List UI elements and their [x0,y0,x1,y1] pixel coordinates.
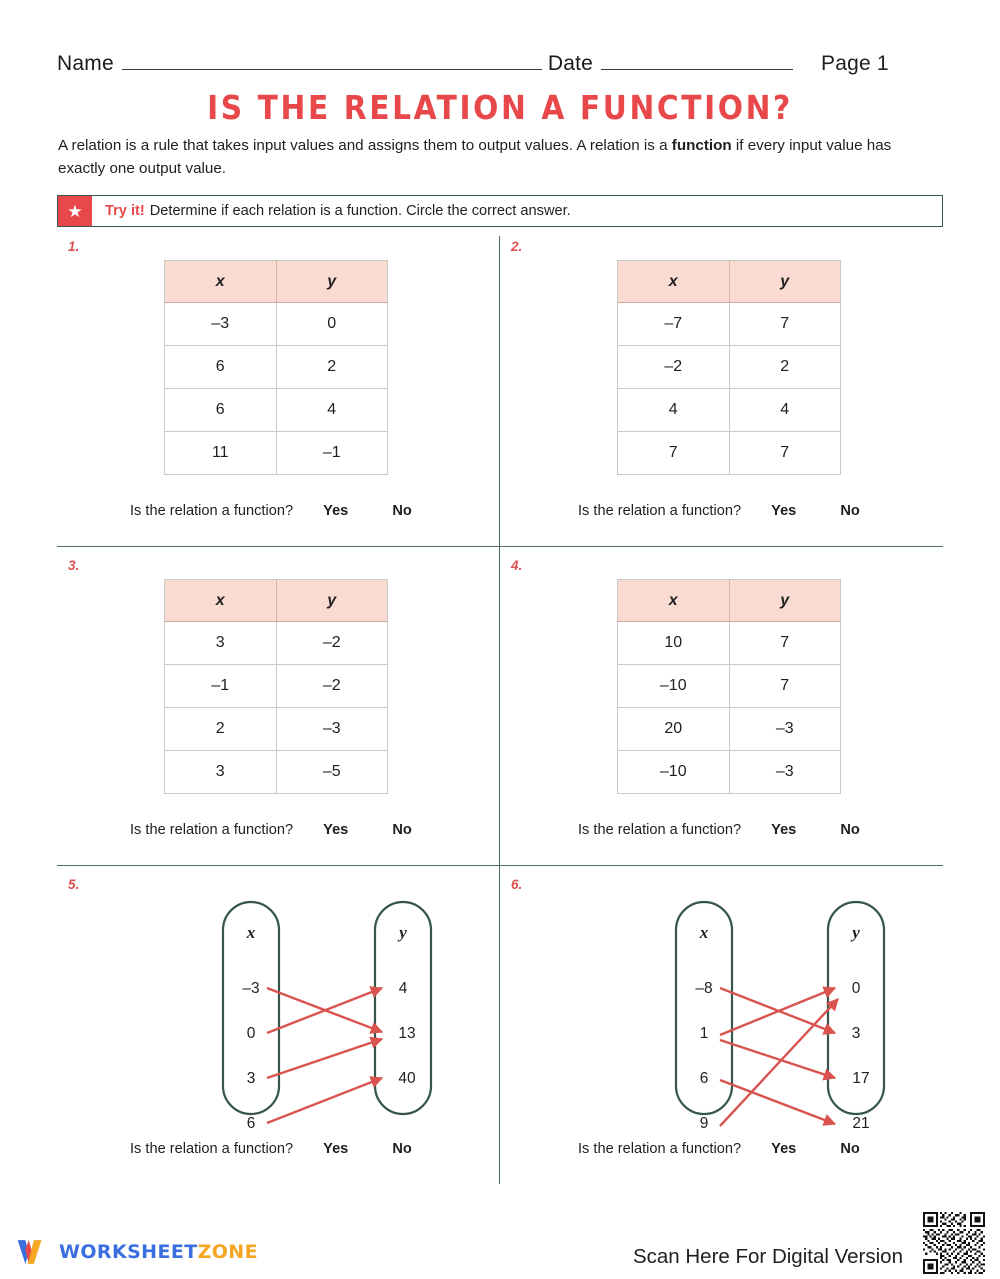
problem-3 [57,555,499,865]
answer-row [130,503,412,519]
cell-y: 7 [729,665,840,708]
cell-x: –1 [165,665,277,708]
row-divider-1 [57,546,943,547]
mapping-diagram-5 [167,898,457,1132]
problem-4 [500,555,943,865]
answer-no-option[interactable]: No [392,822,412,838]
table-row [165,665,388,708]
name-write-line[interactable] [122,54,542,70]
table-row [618,303,841,346]
cell-x: 6 [165,346,277,389]
intro-bold-term: function [671,137,732,154]
cell-y: 7 [729,622,840,665]
answer-no-option[interactable]: No [392,1141,412,1157]
answer-prompt: Is the relation a function? [130,822,294,838]
mapping-arrow [720,1080,835,1124]
column-header-y: y [276,580,388,622]
output-value: 0 [851,980,861,997]
cell-x: 2 [165,708,277,751]
answer-prompt: Is the relation a function? [578,503,742,519]
date-label: Date [547,52,593,75]
logo-wordmark [59,1241,258,1263]
answer-yes-option[interactable]: Yes [771,1141,797,1157]
table-row [165,346,388,389]
page-title: IS THE RELATION A FUNCTION? [207,88,793,127]
answer-prompt: Is the relation a function? [578,822,742,838]
tryit-instruction-bar [57,195,943,227]
answer-no-option[interactable]: No [840,822,860,838]
input-value: 0 [246,1025,256,1042]
page-number: Page 1 [821,52,889,75]
tryit-text [92,196,942,226]
input-value: 3 [246,1070,256,1087]
relation-table-4 [617,579,841,794]
relation-table-3 [164,579,388,794]
cell-y: 0 [276,303,387,346]
cell-x: 3 [165,751,277,794]
star-icon: ★ [58,196,92,226]
intro-paragraph [58,134,942,180]
cell-x: –7 [618,303,730,346]
output-value: 17 [852,1070,870,1087]
relation-table-2 [617,260,841,475]
cell-x: –10 [618,665,730,708]
column-header-x: x [618,261,730,303]
table-row [618,432,841,475]
cell-y: –3 [729,751,840,794]
output-value: 3 [851,1025,861,1042]
column-header-x: x [618,580,730,622]
cell-y: 2 [729,346,841,389]
row-divider-2 [57,865,943,866]
answer-no-option[interactable]: No [840,1141,860,1157]
table-row [618,389,841,432]
table-row [165,303,388,346]
input-value: 6 [246,1115,256,1132]
column-header-y: y [729,261,841,303]
cell-x: 11 [165,432,277,475]
cell-x: 3 [165,622,277,665]
question-number: 2. [511,239,523,254]
question-number: 6. [511,877,523,892]
cell-y: 7 [729,432,841,475]
table-row [165,432,388,475]
cell-x: 4 [618,389,730,432]
problem-1 [57,236,499,546]
cell-y: –5 [276,751,388,794]
cell-x: 6 [165,389,277,432]
mapping-arrow [267,1039,382,1078]
mapping-diagram-6 [620,898,910,1132]
date-write-line[interactable] [601,54,793,70]
table-row [165,751,388,794]
answer-prompt: Is the relation a function? [578,1141,742,1157]
table-row [618,346,841,389]
answer-prompt: Is the relation a function? [130,1141,294,1157]
answer-yes-option[interactable]: Yes [323,822,349,838]
problem-6 [500,874,943,1184]
table-row [618,708,841,751]
problem-5 [57,874,499,1184]
scan-instruction: Scan Here For Digital Version [632,1245,903,1268]
table-row [165,389,388,432]
cell-y: 7 [729,303,841,346]
cell-x: 20 [618,708,730,751]
table-row [618,665,841,708]
input-value: –3 [242,980,260,997]
table-row [618,751,841,794]
tryit-label: Try it! [105,203,145,219]
cell-y: –3 [276,708,388,751]
answer-yes-option[interactable]: Yes [771,503,797,519]
question-number: 3. [68,558,80,573]
column-header-y: y [729,580,840,622]
logo-w-icon [16,1237,50,1267]
answer-row [130,822,412,838]
cell-x: 10 [618,622,730,665]
output-set-label: y [852,923,860,942]
cell-y: –3 [729,708,840,751]
table-row [165,708,388,751]
cell-x: –2 [618,346,730,389]
cell-y: –2 [276,622,388,665]
cell-x: –3 [165,303,277,346]
question-number: 4. [511,558,523,573]
input-value: 6 [699,1070,709,1087]
cell-y: 2 [276,346,387,389]
input-set-label: x [246,923,256,942]
student-info-row [57,52,943,76]
answer-yes-option[interactable]: Yes [323,503,349,519]
answer-row [578,503,860,519]
answer-row [578,1141,860,1157]
column-header-x: x [165,580,277,622]
answer-no-option[interactable]: No [840,503,860,519]
logo-text-primary: WORKSHEET [59,1241,198,1263]
input-value: 9 [699,1115,709,1132]
cell-y: –2 [276,665,388,708]
table-row [618,622,841,665]
answer-row [130,1141,412,1157]
worksheetzone-logo[interactable] [16,1237,258,1267]
name-label: Name [57,52,114,75]
table-row [165,622,388,665]
output-set-label: y [399,923,407,942]
output-value: 21 [852,1115,870,1132]
mapping-arrow [267,1078,382,1123]
cell-y: 4 [729,389,841,432]
input-set-label: x [699,923,709,942]
output-value: 40 [398,1070,416,1087]
cell-x: –10 [618,751,730,794]
mapping-arrow [720,1040,835,1078]
problem-2 [500,236,943,546]
answer-yes-option[interactable]: Yes [771,822,797,838]
input-value: –8 [695,980,713,997]
qr-code-icon[interactable] [918,1212,990,1274]
intro-text-1: A relation is a rule that takes input values and assigns them to output values. A relation is a [58,137,672,154]
intro-text-2: if every input value has exactly one output value. [58,137,892,178]
output-value: 13 [398,1025,416,1042]
cell-x: 7 [618,432,730,475]
answer-row [578,822,860,838]
tryit-instruction: Determine if each relation is a function. Circle the correct answer. [149,203,571,219]
question-number: 5. [68,877,80,892]
column-header-x: x [165,261,277,303]
question-number: 1. [68,239,80,254]
logo-text-secondary: ZONE [197,1241,258,1263]
answer-yes-option[interactable]: Yes [323,1141,349,1157]
relation-table-1 [164,260,388,475]
cell-y: –1 [276,432,387,475]
column-header-y: y [276,261,387,303]
answer-no-option[interactable]: No [392,503,412,519]
answer-prompt: Is the relation a function? [130,503,294,519]
cell-y: 4 [276,389,387,432]
output-value: 4 [398,980,408,997]
mapping-arrow [720,999,838,1126]
input-value: 1 [699,1025,709,1042]
